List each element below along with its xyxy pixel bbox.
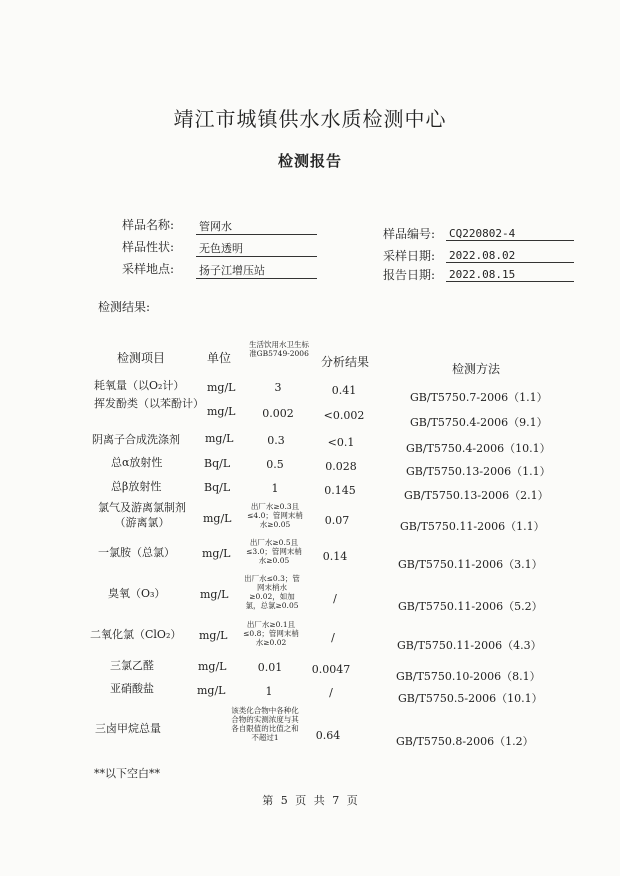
header-item: 检测项目	[117, 351, 166, 365]
row-result: /	[333, 592, 337, 605]
row-item: 三氯乙醛	[110, 659, 154, 672]
row-method: GB/T5750.13-2006（1.1）	[406, 465, 551, 478]
row-unit: mg/L	[202, 547, 231, 560]
row-standard: 0.5	[266, 458, 284, 471]
row-method: GB/T5750.11-2006（1.1）	[400, 520, 545, 533]
row-item: 总β放射性	[111, 480, 162, 493]
row-result: /	[329, 686, 333, 699]
header-method: 检测方法	[452, 362, 501, 376]
sampling-date-label: 采样日期:	[383, 249, 436, 263]
row-method: GB/T5750.11-2006（3.1）	[398, 558, 543, 571]
row-unit: mg/L	[197, 684, 226, 697]
row-unit: mg/L	[203, 512, 232, 525]
row-result: <0.002	[323, 409, 365, 422]
row-standard: 出厂水≥0.3且≤4.0；管网末梢水≥0.05	[247, 502, 303, 529]
row-standard: 该类化合物中各种化合物的实测浓度与其各自限值的比值之和不超过1	[231, 706, 299, 742]
row-standard: 出厂水≥0.1且≤0.8；管网末梢水≥0.02	[243, 620, 299, 647]
row-result: 0.41	[331, 384, 357, 397]
row-standard: 0.002	[262, 407, 294, 420]
sampling-date-value: 2022.08.02	[446, 249, 574, 263]
row-result: 0.64	[315, 729, 341, 742]
row-method: GB/T5750.4-2006（10.1）	[406, 442, 551, 455]
row-standard: 0.01	[257, 661, 283, 674]
row-result: 0.0047	[311, 663, 351, 676]
row-item: 挥发酚类（以苯酚计）	[94, 397, 204, 410]
page-number: 第 5 页 共 7 页	[262, 794, 358, 807]
blank-note: **以下空白**	[94, 767, 160, 780]
row-standard: 3	[274, 381, 282, 394]
row-result: /	[331, 631, 335, 644]
row-result: 0.07	[324, 514, 350, 527]
row-result: 0.145	[324, 484, 356, 497]
row-result: <0.1	[327, 436, 355, 449]
row-method: GB/T5750.10-2006（8.1）	[396, 670, 541, 683]
row-result: 0.028	[325, 460, 357, 473]
sample-name-value: 管网水	[196, 218, 317, 235]
row-standard: 1	[265, 685, 273, 698]
row-method: GB/T5750.8-2006（1.2）	[396, 735, 534, 748]
sample-name-label: 样品名称:	[122, 218, 175, 232]
row-unit: Bq/L	[204, 457, 231, 470]
row-standard: 0.3	[267, 434, 285, 447]
sample-id-label: 样品编号:	[383, 227, 436, 241]
row-method: GB/T5750.5-2006（10.1）	[398, 692, 543, 705]
row-unit: Bq/L	[204, 481, 231, 494]
row-unit: mg/L	[207, 405, 236, 418]
results-label: 检测结果:	[98, 300, 151, 314]
header-unit: 单位	[207, 351, 232, 365]
report-title: 检测报告	[277, 152, 342, 170]
header-standard: 生活饮用水卫生标准GB5749-2006	[249, 340, 309, 358]
row-result: 0.14	[322, 550, 348, 563]
row-item: 耗氧量（以O₂计）	[94, 379, 185, 392]
sample-property-value: 无色透明	[196, 240, 317, 257]
row-item: 亚硝酸盐	[110, 682, 154, 695]
sampling-location-value: 扬子江增压站	[196, 262, 317, 279]
row-standard: 出厂水≤0.3；管网末梢水≥0.02，如加氯，总氯≥0.05	[244, 574, 300, 610]
report-date-label: 报告日期:	[383, 268, 436, 282]
sampling-location-label: 采样地点:	[122, 262, 175, 276]
row-item: 阴离子合成洗涤剂	[92, 433, 180, 446]
row-unit: mg/L	[199, 629, 228, 642]
row-item: 氯气及游离氯制剂（游离氯）	[98, 501, 186, 529]
row-standard: 出厂水≥0.5且≤3.0；管网末梢水≥0.05	[246, 538, 302, 565]
row-method: GB/T5750.4-2006（9.1）	[410, 416, 548, 429]
org-title: 靖江市城镇供水水质检测中心	[173, 107, 447, 131]
row-unit: mg/L	[205, 432, 234, 445]
row-method: GB/T5750.7-2006（1.1）	[410, 391, 548, 404]
row-method: GB/T5750.13-2006（2.1）	[404, 489, 549, 502]
row-method: GB/T5750.11-2006（5.2）	[398, 600, 543, 613]
row-unit: mg/L	[200, 588, 229, 601]
row-item: 一氯胺（总氯）	[98, 546, 175, 559]
row-item: 臭氧（O₃）	[108, 587, 166, 600]
sample-id-value: CQ220802-4	[446, 227, 574, 241]
sample-property-label: 样品性状:	[122, 240, 175, 254]
row-unit: mg/L	[207, 381, 236, 394]
row-item: 三卤甲烷总量	[95, 722, 161, 735]
row-unit: mg/L	[198, 660, 227, 673]
row-item: 总α放射性	[111, 456, 163, 469]
row-standard: 1	[271, 482, 279, 495]
row-method: GB/T5750.11-2006（4.3）	[397, 639, 542, 652]
row-item: 二氧化氯（ClO₂）	[90, 628, 182, 641]
header-result: 分析结果	[321, 355, 370, 369]
report-date-value: 2022.08.15	[446, 268, 574, 282]
